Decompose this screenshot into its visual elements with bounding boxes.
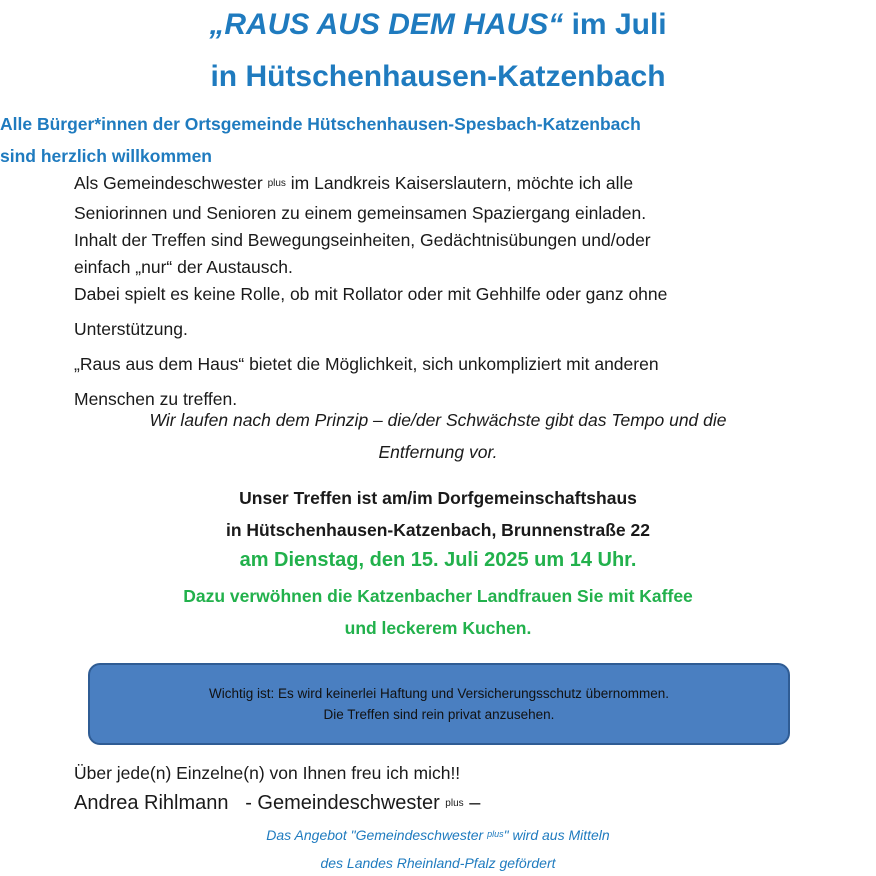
principle-line-1: Wir laufen nach dem Prinzip – die/der Schwächste gibt das Tempo und die (149, 410, 727, 430)
meeting-line-2: in Hütschenhausen-Katzenbach, Brunnenstraße 22 (226, 520, 650, 540)
meeting-location (0, 482, 876, 546)
signature-line (74, 788, 814, 822)
intro-line: Menschen zu treffen. (74, 389, 238, 409)
intro-paragraph (74, 170, 814, 413)
title-quote: „RAUS AUS DEM HAUS“ (209, 8, 564, 41)
intro-line (74, 170, 814, 200)
title-month: im Juli (563, 8, 667, 41)
intro-line: „Raus aus dem Haus“ bietet die Möglichkeit, sich unkompliziert mit anderen (74, 354, 659, 374)
coffee-line-1: Dazu verwöhnen die Katzenbacher Landfrauen Sie mit Kaffee (183, 586, 693, 606)
page-title (0, 6, 876, 44)
intro-line: Unterstützung. (74, 319, 188, 339)
intro-line: Inhalt der Treffen sind Bewegungseinheiten, Gedächtnisübungen und/oder (74, 230, 651, 250)
plus-superscript: plus (487, 829, 504, 839)
meeting-date: am Dienstag, den 15. Juli 2025 um 14 Uhr. (239, 549, 637, 571)
intro-line: Dabei spielt es keine Rolle, ob mit Rollator oder mit Gehhilfe oder ganz ohne (74, 284, 668, 304)
funding-line-1a: Das Angebot "Gemeindeschwester (266, 827, 488, 843)
coffee-note (0, 580, 876, 644)
subtitle-line-1: Alle Bürger*innen der Ortsgemeinde Hütschenhausen-Spesbach-Katzenbach (0, 114, 641, 134)
principle-line-2: Entfernung vor. (378, 442, 498, 462)
disclaimer-box (88, 663, 790, 745)
funding-line-2: des Landes Rheinland-Pfalz gefördert (320, 855, 556, 871)
intro-line-1b: im Landkreis Kaiserslautern, möchte ich alle (285, 173, 634, 193)
page-title-location: in Hütschenhausen-Katzenbach (210, 60, 666, 93)
coffee-line-2: und leckerem Kuchen. (344, 618, 532, 638)
funding-line-1b: " wird aus Mitteln (503, 827, 610, 843)
subtitle-line-2: sind herzlich willkommen (0, 146, 212, 166)
subtitle (0, 108, 876, 172)
intro-line-1a: Als Gemeindeschwester (74, 173, 268, 193)
signature-end: – (463, 792, 481, 814)
principle-statement (60, 404, 816, 468)
disclaimer-line-2: Die Treffen sind rein privat anzusehen. (323, 707, 555, 722)
signature-name: Andrea Rihlmann - Gemeindeschwester (74, 792, 446, 814)
funding-note (0, 822, 876, 876)
intro-line: einfach „nur“ der Austausch. (74, 257, 293, 277)
funding-line-1 (0, 822, 876, 850)
closing-text: Über jede(n) Einzelne(n) von Ihnen freu ich mich!! (74, 763, 461, 783)
plus-superscript: plus (445, 798, 464, 809)
plus-superscript: plus (267, 178, 286, 189)
disclaimer-line-1: Wichtig ist: Es wird keinerlei Haftung und Versicherungsschutz übernommen. (209, 686, 669, 701)
intro-line: Seniorinnen und Senioren zu einem gemeinsamen Spaziergang einladen. (74, 203, 647, 223)
meeting-line-1: Unser Treffen ist am/im Dorfgemeinschaftshaus (239, 488, 637, 508)
